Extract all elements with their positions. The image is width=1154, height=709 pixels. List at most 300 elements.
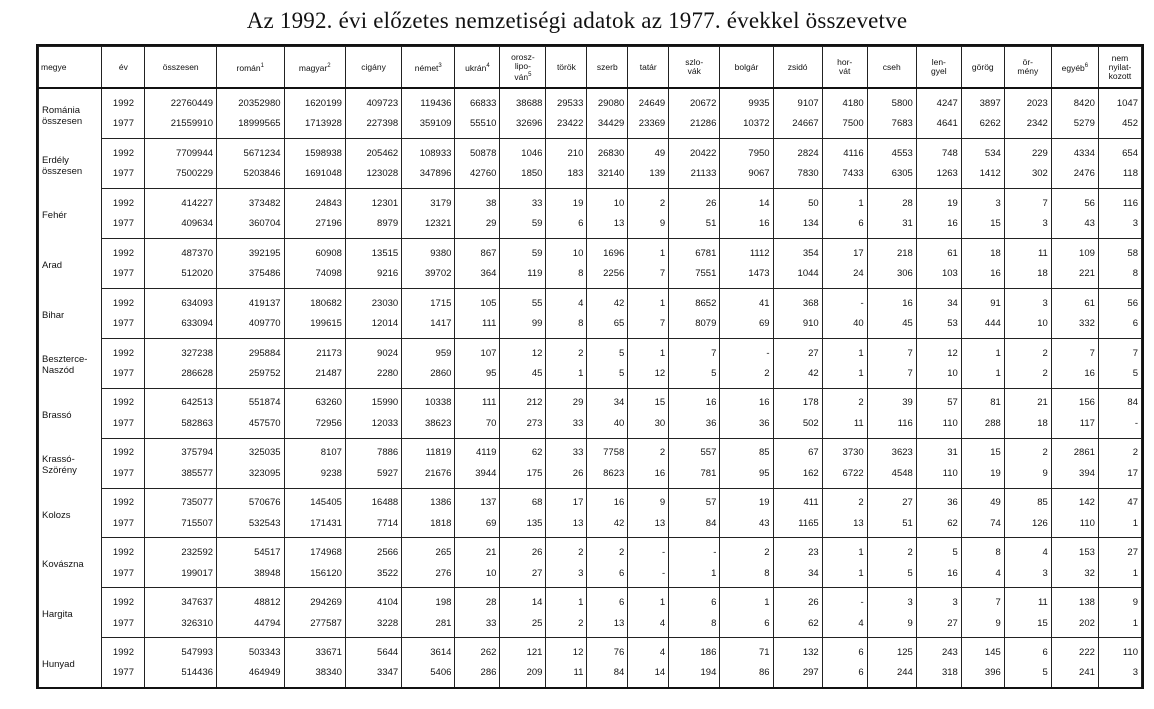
data-cell: 1 xyxy=(720,588,773,613)
column-header xyxy=(1051,47,1098,89)
county-name: Kovászna xyxy=(39,538,102,588)
column-header-label: zsidó xyxy=(787,61,808,72)
data-cell: 32140 xyxy=(587,164,628,189)
data-cell: 8 xyxy=(961,538,1004,563)
data-cell: 7 xyxy=(628,313,669,338)
column-header xyxy=(217,47,285,89)
year-cell: 1977 xyxy=(102,363,145,388)
data-cell: 9935 xyxy=(720,88,773,114)
data-cell: 5 xyxy=(867,563,916,588)
data-cell: 17 xyxy=(546,488,587,513)
data-cell: 111 xyxy=(455,313,500,338)
data-cell: 8107 xyxy=(284,438,345,463)
data-cell: 1263 xyxy=(916,164,961,189)
data-cell: 3614 xyxy=(402,638,455,663)
data-cell: 218 xyxy=(867,239,916,264)
data-cell: 8979 xyxy=(345,214,401,239)
data-cell: 34 xyxy=(773,563,822,588)
data-cell: 294269 xyxy=(284,588,345,613)
data-cell: 15 xyxy=(961,438,1004,463)
data-cell: 7 xyxy=(961,588,1004,613)
footnote-marker: 6 xyxy=(1084,62,1089,69)
data-cell: 15 xyxy=(961,214,1004,239)
data-cell: 10 xyxy=(546,239,587,264)
data-cell: 26 xyxy=(546,463,587,488)
data-cell: 33671 xyxy=(284,638,345,663)
data-cell: 14 xyxy=(500,588,546,613)
data-cell: 29533 xyxy=(546,88,587,114)
data-cell: 16 xyxy=(669,388,720,413)
year-cell: 1992 xyxy=(102,638,145,663)
table-row xyxy=(39,263,1142,288)
data-cell: 12014 xyxy=(345,313,401,338)
table-row xyxy=(39,638,1142,663)
data-cell: 326310 xyxy=(145,613,217,638)
column-header xyxy=(145,47,217,89)
data-cell: 30 xyxy=(628,413,669,438)
column-header xyxy=(455,47,500,89)
data-cell: 2566 xyxy=(345,538,401,563)
data-cell: 50878 xyxy=(455,139,500,164)
data-cell: 22760449 xyxy=(145,88,217,114)
table-row xyxy=(39,139,1142,164)
data-cell: 318 xyxy=(916,663,961,687)
data-cell: 4180 xyxy=(822,88,867,114)
data-cell: 392195 xyxy=(217,239,285,264)
data-cell: 68 xyxy=(500,488,546,513)
data-cell: 33 xyxy=(546,438,587,463)
data-cell: 229 xyxy=(1004,139,1051,164)
data-cell: 69 xyxy=(455,513,500,538)
data-cell: 118 xyxy=(1098,164,1141,189)
data-cell: 171431 xyxy=(284,513,345,538)
footnote-marker: 3 xyxy=(438,62,442,69)
table-body xyxy=(39,88,1142,687)
column-header-label: len- gyel xyxy=(931,57,947,76)
data-cell: 354 xyxy=(773,239,822,264)
data-cell: 23369 xyxy=(628,114,669,139)
data-cell: 243 xyxy=(916,638,961,663)
column-header-label: román xyxy=(236,62,261,73)
data-cell: 325035 xyxy=(217,438,285,463)
data-cell: 8 xyxy=(546,263,587,288)
data-cell: 9 xyxy=(961,613,1004,638)
data-cell: 21676 xyxy=(402,463,455,488)
data-cell: 288 xyxy=(961,413,1004,438)
data-cell: 45 xyxy=(500,363,546,388)
data-cell: 31 xyxy=(867,214,916,239)
data-cell: 108933 xyxy=(402,139,455,164)
data-cell: 1 xyxy=(822,563,867,588)
data-cell: 3730 xyxy=(822,438,867,463)
table-row xyxy=(39,239,1142,264)
column-header xyxy=(402,47,455,89)
data-cell: 29080 xyxy=(587,88,628,114)
data-cell: 6 xyxy=(1098,313,1141,338)
data-cell: 9 xyxy=(1098,588,1141,613)
data-cell: 244 xyxy=(867,663,916,687)
data-cell: 4641 xyxy=(916,114,961,139)
data-cell: 6722 xyxy=(822,463,867,488)
column-header xyxy=(961,47,1004,89)
data-cell: 347896 xyxy=(402,164,455,189)
data-cell: 281 xyxy=(402,613,455,638)
data-cell: 76 xyxy=(587,638,628,663)
county-name: Arad xyxy=(39,239,102,289)
data-cell: 13 xyxy=(587,214,628,239)
data-cell: 145 xyxy=(961,638,1004,663)
table-row xyxy=(39,413,1142,438)
data-cell: 6 xyxy=(546,214,587,239)
data-cell: 8079 xyxy=(669,313,720,338)
data-cell: 259752 xyxy=(217,363,285,388)
data-cell: 1713928 xyxy=(284,114,345,139)
column-header xyxy=(628,47,669,89)
data-cell: 277587 xyxy=(284,613,345,638)
data-cell: 2 xyxy=(587,538,628,563)
data-cell: 62 xyxy=(916,513,961,538)
year-cell: 1977 xyxy=(102,313,145,338)
data-cell: 5203846 xyxy=(217,164,285,189)
data-cell: 74 xyxy=(961,513,1004,538)
data-cell: 227398 xyxy=(345,114,401,139)
county-name: Fehér xyxy=(39,189,102,239)
data-cell: 11 xyxy=(546,663,587,687)
data-cell: 2860 xyxy=(402,363,455,388)
data-cell: 10338 xyxy=(402,388,455,413)
year-cell: 1977 xyxy=(102,164,145,189)
data-cell: 8623 xyxy=(587,463,628,488)
data-cell: 19 xyxy=(720,488,773,513)
data-cell: 2 xyxy=(1004,338,1051,363)
data-cell: - xyxy=(822,288,867,313)
column-header-label: szerb xyxy=(596,61,618,72)
data-cell: 514436 xyxy=(145,663,217,687)
data-cell: 2 xyxy=(1098,438,1141,463)
data-cell: 139 xyxy=(628,164,669,189)
county-name: Brassó xyxy=(39,388,102,438)
data-cell: 8 xyxy=(669,613,720,638)
data-cell: 70 xyxy=(455,413,500,438)
data-cell: 12321 xyxy=(402,214,455,239)
data-cell: 119436 xyxy=(402,88,455,114)
data-cell: 2342 xyxy=(1004,114,1051,139)
data-cell: 7 xyxy=(867,363,916,388)
data-cell: 1 xyxy=(961,363,1004,388)
data-cell: 359109 xyxy=(402,114,455,139)
column-header xyxy=(669,47,720,89)
page-title: Az 1992. évi előzetes nemzetiségi adatok az 1977. évekkel összevetve xyxy=(246,8,908,33)
column-header xyxy=(773,47,822,89)
data-cell: 180682 xyxy=(284,288,345,313)
data-cell: 9 xyxy=(867,613,916,638)
table-row xyxy=(39,114,1142,139)
data-cell: 3179 xyxy=(402,189,455,214)
column-header-label: ör- mény xyxy=(1017,57,1039,76)
data-cell: 15990 xyxy=(345,388,401,413)
county-name: Bihar xyxy=(39,288,102,338)
data-cell: 4119 xyxy=(455,438,500,463)
data-cell: 27 xyxy=(1098,538,1141,563)
data-cell: 1 xyxy=(669,563,720,588)
data-cell: 781 xyxy=(669,463,720,488)
data-cell: 41 xyxy=(720,288,773,313)
data-cell: 44794 xyxy=(217,613,285,638)
data-cell: 2476 xyxy=(1051,164,1098,189)
data-cell: 487370 xyxy=(145,239,217,264)
table-row xyxy=(39,513,1142,538)
data-cell: 13 xyxy=(546,513,587,538)
data-cell: 123028 xyxy=(345,164,401,189)
data-cell: 49 xyxy=(628,139,669,164)
data-cell: 21487 xyxy=(284,363,345,388)
data-cell: 24667 xyxy=(773,114,822,139)
data-cell: 10 xyxy=(455,563,500,588)
data-cell: 360704 xyxy=(217,214,285,239)
data-cell: 132 xyxy=(773,638,822,663)
data-cell: 174968 xyxy=(284,538,345,563)
data-cell: 145405 xyxy=(284,488,345,513)
column-header xyxy=(39,47,102,89)
data-cell: 21 xyxy=(1004,388,1051,413)
data-cell: 7 xyxy=(1004,189,1051,214)
county-name: Erdély összesen xyxy=(39,139,102,189)
data-cell: 297 xyxy=(773,663,822,687)
data-cell: 7 xyxy=(1051,338,1098,363)
data-cell: 396 xyxy=(961,663,1004,687)
year-cell: 1977 xyxy=(102,563,145,588)
data-cell: 262 xyxy=(455,638,500,663)
data-cell: 107 xyxy=(455,338,500,363)
data-cell: 34 xyxy=(587,388,628,413)
data-cell: 43 xyxy=(720,513,773,538)
data-cell: 1 xyxy=(961,338,1004,363)
data-cell: 9380 xyxy=(402,239,455,264)
data-cell: 347637 xyxy=(145,588,217,613)
data-cell: 4 xyxy=(546,288,587,313)
data-cell: 110 xyxy=(916,463,961,488)
data-cell: 209 xyxy=(500,663,546,687)
data-cell: 7714 xyxy=(345,513,401,538)
data-cell: 5800 xyxy=(867,88,916,114)
data-cell: 5 xyxy=(1004,663,1051,687)
data-cell: 6781 xyxy=(669,239,720,264)
data-cell: 10372 xyxy=(720,114,773,139)
data-cell: 40 xyxy=(587,413,628,438)
data-cell: 109 xyxy=(1051,239,1098,264)
data-cell: 323095 xyxy=(217,463,285,488)
data-cell: 2 xyxy=(1004,438,1051,463)
data-cell: 232592 xyxy=(145,538,217,563)
data-cell: 16 xyxy=(961,263,1004,288)
data-cell: 19 xyxy=(546,189,587,214)
data-cell: 1 xyxy=(822,338,867,363)
data-cell: 27 xyxy=(773,338,822,363)
data-cell: 24843 xyxy=(284,189,345,214)
data-cell: 18 xyxy=(1004,413,1051,438)
data-cell: 54517 xyxy=(217,538,285,563)
data-cell: 105 xyxy=(455,288,500,313)
data-cell: - xyxy=(720,338,773,363)
data-cell: 11 xyxy=(1004,239,1051,264)
data-cell: 8420 xyxy=(1051,88,1098,114)
data-cell: 3 xyxy=(546,563,587,588)
data-cell: 2 xyxy=(546,613,587,638)
county-name: Hunyad xyxy=(39,638,102,687)
data-cell: 9107 xyxy=(773,88,822,114)
footnote-marker: 4 xyxy=(486,62,490,69)
data-cell: 5 xyxy=(669,363,720,388)
data-cell: 28 xyxy=(867,189,916,214)
data-cell: 142 xyxy=(1051,488,1098,513)
column-header xyxy=(1098,47,1141,89)
data-cell: 6 xyxy=(822,663,867,687)
data-cell: 57 xyxy=(916,388,961,413)
data-cell: 85 xyxy=(1004,488,1051,513)
data-cell: 364 xyxy=(455,263,500,288)
data-cell: 56 xyxy=(1098,288,1141,313)
data-cell: 373482 xyxy=(217,189,285,214)
data-cell: 4548 xyxy=(867,463,916,488)
data-cell: 194 xyxy=(669,663,720,687)
data-cell: 1715 xyxy=(402,288,455,313)
county-name: Kolozs xyxy=(39,488,102,538)
data-cell: 156120 xyxy=(284,563,345,588)
data-cell: 9 xyxy=(628,488,669,513)
data-cell: 1047 xyxy=(1098,88,1141,114)
data-cell: 116 xyxy=(867,413,916,438)
data-cell: 1818 xyxy=(402,513,455,538)
year-cell: 1992 xyxy=(102,88,145,114)
data-cell: 867 xyxy=(455,239,500,264)
footnote-marker: 2 xyxy=(327,62,331,69)
data-cell: 21286 xyxy=(669,114,720,139)
data-cell: 51 xyxy=(867,513,916,538)
data-cell: 36 xyxy=(720,413,773,438)
data-cell: 13515 xyxy=(345,239,401,264)
data-cell: 4 xyxy=(1004,538,1051,563)
data-cell: 16 xyxy=(916,214,961,239)
column-header xyxy=(1004,47,1051,89)
data-cell: 48812 xyxy=(217,588,285,613)
data-cell: 1473 xyxy=(720,263,773,288)
data-cell: 134 xyxy=(773,214,822,239)
data-cell: 9238 xyxy=(284,463,345,488)
column-header-label: összesen xyxy=(162,61,199,72)
data-cell: 12 xyxy=(500,338,546,363)
column-header-label: cseh xyxy=(882,61,901,72)
column-header-label: szlo- vák xyxy=(685,57,704,76)
data-cell: 38623 xyxy=(402,413,455,438)
data-cell: 221 xyxy=(1051,263,1098,288)
data-cell: 12301 xyxy=(345,189,401,214)
data-cell: 34 xyxy=(916,288,961,313)
data-cell: 3522 xyxy=(345,563,401,588)
data-cell: 110 xyxy=(1098,638,1141,663)
data-cell: 570676 xyxy=(217,488,285,513)
data-cell: 5644 xyxy=(345,638,401,663)
data-cell: 39 xyxy=(867,388,916,413)
column-header-label: ukrán xyxy=(465,62,487,73)
column-header-label: nem nyilat- kozott xyxy=(1108,52,1132,81)
year-cell: 1992 xyxy=(102,288,145,313)
census-table xyxy=(38,46,1142,687)
data-cell: 18 xyxy=(961,239,1004,264)
data-cell: 18999565 xyxy=(217,114,285,139)
data-cell: 16 xyxy=(867,288,916,313)
data-cell: 29 xyxy=(546,388,587,413)
data-cell: 385577 xyxy=(145,463,217,488)
data-cell: 7433 xyxy=(822,164,867,189)
data-cell: 8 xyxy=(546,313,587,338)
data-cell: 62 xyxy=(773,613,822,638)
table-row xyxy=(39,388,1142,413)
data-cell: 7950 xyxy=(720,139,773,164)
data-cell: 419137 xyxy=(217,288,285,313)
data-cell: 103 xyxy=(916,263,961,288)
data-cell: 11 xyxy=(1004,588,1051,613)
table-row xyxy=(39,588,1142,613)
data-cell: 13 xyxy=(587,613,628,638)
data-cell: 1386 xyxy=(402,488,455,513)
data-cell: 38948 xyxy=(217,563,285,588)
data-cell: 411 xyxy=(773,488,822,513)
table-row xyxy=(39,563,1142,588)
data-cell: 40 xyxy=(822,313,867,338)
data-cell: 59 xyxy=(500,239,546,264)
data-cell: 6 xyxy=(587,563,628,588)
data-cell: 61 xyxy=(1051,288,1098,313)
data-cell: 503343 xyxy=(217,638,285,663)
data-cell: 375794 xyxy=(145,438,217,463)
data-cell: 332 xyxy=(1051,313,1098,338)
table-row xyxy=(39,663,1142,687)
year-cell: 1992 xyxy=(102,239,145,264)
year-cell: 1992 xyxy=(102,189,145,214)
data-cell: 7 xyxy=(867,338,916,363)
data-cell: 67 xyxy=(773,438,822,463)
data-cell: 19 xyxy=(961,463,1004,488)
data-cell: 7683 xyxy=(867,114,916,139)
data-cell: 34429 xyxy=(587,114,628,139)
column-header xyxy=(102,47,145,89)
data-cell: 36 xyxy=(916,488,961,513)
data-cell: 9216 xyxy=(345,263,401,288)
data-cell: 409770 xyxy=(217,313,285,338)
data-cell: 62 xyxy=(500,438,546,463)
data-cell: 6 xyxy=(720,613,773,638)
data-cell: 1 xyxy=(822,363,867,388)
data-cell: 6305 xyxy=(867,164,916,189)
column-header-label: év xyxy=(118,61,128,72)
data-cell: 3944 xyxy=(455,463,500,488)
county-name: Beszterce-Naszód xyxy=(39,338,102,388)
year-cell: 1992 xyxy=(102,388,145,413)
data-cell: 3 xyxy=(1004,563,1051,588)
data-cell: 10 xyxy=(916,363,961,388)
data-cell: 212 xyxy=(500,388,546,413)
column-header-label: hor- vát xyxy=(837,57,853,76)
census-table-frame xyxy=(36,44,1144,689)
data-cell: 1 xyxy=(822,189,867,214)
data-cell: 20672 xyxy=(669,88,720,114)
table-row xyxy=(39,88,1142,114)
data-cell: 60908 xyxy=(284,239,345,264)
data-cell: 464949 xyxy=(217,663,285,687)
data-cell: 53 xyxy=(916,313,961,338)
data-cell: 1691048 xyxy=(284,164,345,189)
data-cell: 1 xyxy=(628,239,669,264)
